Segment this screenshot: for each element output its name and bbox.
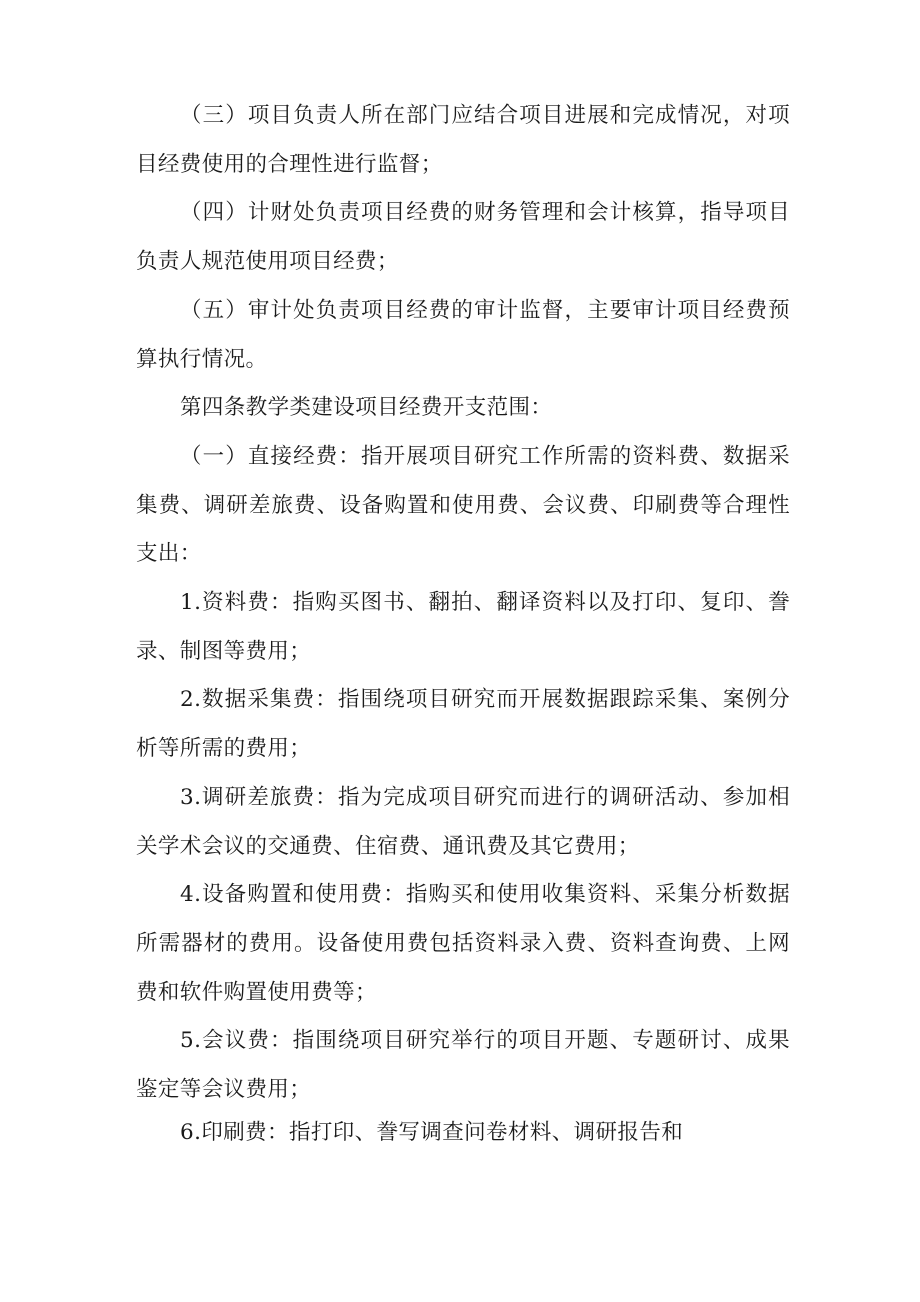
paragraph-direct-costs: （一）直接经费：指开展项目研究工作所需的资料费、数据采集费、调研差旅费、设备购置和使用费、会议费、印刷费等合理性支出： (136, 443, 790, 567)
list-item-printing-fee: 6.印刷费：指打印、誊写调查问卷材料、调研报告和 (180, 1119, 684, 1145)
list-item-conference-fee: 5.会议费：指围绕项目研究举行的项目开题、专题研讨、成果鉴定等会议费用； (136, 1028, 790, 1103)
list-item-data-collection-fee: 2.数据采集费：指围绕项目研究而开展数据跟踪采集、案例分析等所需的费用； (136, 687, 790, 762)
paragraph-dept-supervision: （三）项目负责人所在部门应结合项目进展和完成情况，对项目经费使用的合理性进行监督； (136, 103, 790, 177)
paragraph-audit-office: （五）审计处负责项目经费的审计监督，主要审计项目经费预算执行情况。 (136, 297, 790, 372)
document-body (136, 92, 790, 1157)
list-item-travel-fee: 3.调研差旅费：指为完成项目研究而进行的调研活动、参加相关学术会议的交通费、住宿费、通讯费及其它费用； (136, 784, 790, 859)
list-item-equipment-fee: 4.设备购置和使用费：指购买和使用收集资料、采集分析数据所需器材的费用。设备使用费包括资料录入费、资料查询费、上网费和软件购置使用费等； (136, 882, 790, 1005)
paragraph-finance-office: （四）计财处负责项目经费的财务管理和会计核算，指导项目负责人规范使用项目经费； (136, 200, 790, 275)
article-four-heading: 第四条教学类建设项目经费开支范围： (180, 395, 553, 421)
list-item-materials-fee: 1.资料费：指购买图书、翻拍、翻译资料以及打印、复印、誊录、制图等费用； (136, 590, 790, 664)
